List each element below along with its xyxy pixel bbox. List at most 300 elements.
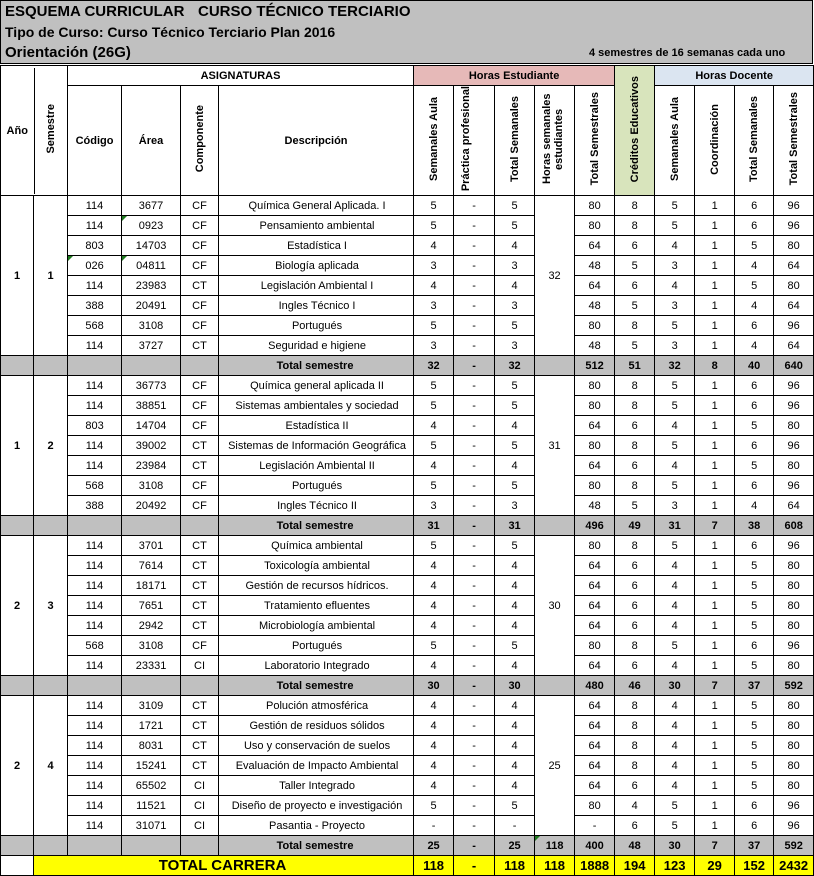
descripcion-cell: Estadística II	[219, 416, 414, 436]
grand-sa-cell: 118	[414, 856, 454, 876]
area-cell: 14704	[122, 416, 181, 436]
doc-total-semestrales-cell: 80	[774, 756, 814, 776]
codigo-cell: 114	[68, 536, 122, 556]
componente-cell: CF	[181, 476, 219, 496]
semanales-aula-cell: 4	[414, 596, 454, 616]
grand-hse-cell: 118	[535, 856, 575, 876]
orientation-bar	[0, 42, 813, 64]
empty-cell	[1, 836, 34, 856]
creditos-cell: 8	[615, 696, 655, 716]
doc-semanales-aula-cell: 4	[655, 736, 695, 756]
doc-total-semestrales-cell: 80	[774, 596, 814, 616]
total-dsa-cell: 32	[655, 356, 695, 376]
total-semanales-cell: 3	[495, 336, 535, 356]
descripcion-cell: Legislación Ambiental I	[219, 276, 414, 296]
semanales-aula-cell: 4	[414, 576, 454, 596]
area-cell: 23984	[122, 456, 181, 476]
practica-cell: -	[454, 216, 495, 236]
coordinacion-cell: 1	[695, 416, 735, 436]
coordinacion-cell: 1	[695, 236, 735, 256]
table-row	[1, 616, 814, 636]
componente-cell: CF	[181, 396, 219, 416]
practica-cell: -	[454, 376, 495, 396]
coordinacion-cell: 1	[695, 636, 735, 656]
codigo-cell: 114	[68, 596, 122, 616]
total-semestrales-cell: 80	[575, 316, 615, 336]
area-cell: 8031	[122, 736, 181, 756]
table-row	[1, 276, 814, 296]
doc-semanales-aula-cell: 5	[655, 376, 695, 396]
doc-total-semanales-cell: 6	[735, 316, 774, 336]
area-cell: 3108	[122, 476, 181, 496]
anio-label: Año	[6, 124, 28, 137]
practica-cell: -	[454, 476, 495, 496]
creditos-cell: 5	[615, 296, 655, 316]
coordinacion-cell: 1	[695, 816, 735, 836]
area-cell: 2942	[122, 616, 181, 636]
creditos-cell: 8	[615, 316, 655, 336]
table-row	[1, 396, 814, 416]
componente-cell: CF	[181, 196, 219, 216]
coordinacion-cell: 1	[695, 736, 735, 756]
practica-cell: -	[454, 196, 495, 216]
total-cr-cell: 49	[615, 516, 655, 536]
descripcion-cell: Legislación Ambiental II	[219, 456, 414, 476]
doc-total-semanales-cell: 6	[735, 436, 774, 456]
codigo-cell: 568	[68, 636, 122, 656]
componente-cell: CT	[181, 756, 219, 776]
empty-cell	[34, 356, 68, 376]
coordinacion-cell: 1	[695, 756, 735, 776]
doc-total-semanales-cell: 5	[735, 656, 774, 676]
total-hse-cell	[535, 356, 575, 376]
total-semestrales-cell: 64	[575, 716, 615, 736]
coordinacion-cell: 1	[695, 316, 735, 336]
componente-header: Componente	[181, 86, 219, 196]
coordinacion-cell: 1	[695, 496, 735, 516]
doc-total-semanales-cell: 6	[735, 476, 774, 496]
total-semestrales-cell: 64	[575, 616, 615, 636]
codigo-cell: 803	[68, 416, 122, 436]
descripcion-cell: Portugués	[219, 476, 414, 496]
componente-cell: CF	[181, 496, 219, 516]
descripcion-cell: Seguridad e higiene	[219, 336, 414, 356]
total-semestrales-cell: 64	[575, 736, 615, 756]
doc-total-semestrales-cell: 96	[774, 476, 814, 496]
coordinacion-cell: 1	[695, 656, 735, 676]
creditos-cell: 6	[615, 236, 655, 256]
coordinacion-cell: 1	[695, 376, 735, 396]
creditos-cell: 8	[615, 436, 655, 456]
practica-cell: -	[454, 496, 495, 516]
componente-cell: CT	[181, 276, 219, 296]
doc-total-semestrales-cell: 80	[774, 716, 814, 736]
grand-cr-cell: 194	[615, 856, 655, 876]
table-row	[1, 496, 814, 516]
codigo-cell: 568	[68, 476, 122, 496]
componente-cell: CF	[181, 216, 219, 236]
componente-cell: CI	[181, 776, 219, 796]
descripcion-cell: Portugués	[219, 636, 414, 656]
total-dts-cell: 40	[735, 356, 774, 376]
title-left: ESQUEMA CURRICULAR	[5, 3, 185, 20]
total-semanales-cell: 5	[495, 216, 535, 236]
codigo-cell: 803	[68, 236, 122, 256]
creditos-cell: 8	[615, 736, 655, 756]
codigo-cell: 388	[68, 296, 122, 316]
total-semestrales-cell: 80	[575, 636, 615, 656]
total-semanales-cell: 5	[495, 316, 535, 336]
doc-semanales-aula-cell: 5	[655, 436, 695, 456]
table-row	[1, 316, 814, 336]
doc-total-semestrales-cell: 80	[774, 416, 814, 436]
total-semestrales-cell: 64	[575, 596, 615, 616]
doc-semanales-aula-cell: 3	[655, 256, 695, 276]
descripcion-cell: Química General Aplicada. I	[219, 196, 414, 216]
doc-semanales-aula-cell: 4	[655, 756, 695, 776]
doc-total-semestrales-cell: 80	[774, 236, 814, 256]
semanales-aula-cell: 4	[414, 456, 454, 476]
codigo-cell: 114	[68, 216, 122, 236]
practica-cell: -	[454, 816, 495, 836]
coordinacion-cell: 1	[695, 796, 735, 816]
course-type: Tipo de Curso: Curso Técnico Terciario Plan 2016	[5, 24, 336, 40]
descripcion-cell: Pasantia - Proyecto	[219, 816, 414, 836]
total-dts-cell: 37	[735, 836, 774, 856]
total-pp-cell: -	[454, 356, 495, 376]
codigo-cell: 114	[68, 816, 122, 836]
creditos-cell: 5	[615, 496, 655, 516]
orientation: Orientación (26G)	[5, 44, 131, 61]
total-semanales-cell: 4	[495, 556, 535, 576]
descripcion-cell: Sistemas de Información Geográfica	[219, 436, 414, 456]
table-row	[1, 756, 814, 776]
coordinacion-cell: 1	[695, 616, 735, 636]
doc-total-semestrales-cell: 80	[774, 696, 814, 716]
area-cell: 20491	[122, 296, 181, 316]
practica-cell: -	[454, 336, 495, 356]
doc-semanales-aula-cell: 4	[655, 556, 695, 576]
title-right: CURSO TÉCNICO TERCIARIO	[198, 3, 411, 20]
doc-total-semestrales-cell: 64	[774, 336, 814, 356]
empty-cell	[1, 856, 34, 876]
semestre-label-cell	[34, 68, 67, 194]
descripcion-cell: Estadística I	[219, 236, 414, 256]
total-sa-cell: 25	[414, 836, 454, 856]
semanales-aula-cell: 4	[414, 656, 454, 676]
descripcion-cell: Microbiología ambiental	[219, 616, 414, 636]
practica-cell: -	[454, 536, 495, 556]
practica-cell: -	[454, 696, 495, 716]
componente-cell: CF	[181, 316, 219, 336]
duration-note: 4 semestres de 16 semanas cada uno	[589, 47, 786, 59]
doc-semanales-aula-cell: 5	[655, 816, 695, 836]
total-ts-cell: 32	[495, 356, 535, 376]
area-cell: 3108	[122, 636, 181, 656]
doc-semanales-aula-cell: 3	[655, 336, 695, 356]
table-row	[1, 436, 814, 456]
doc-total-semestrales-cell: 96	[774, 196, 814, 216]
empty-cell	[181, 676, 219, 696]
semanales-aula-cell: 4	[414, 696, 454, 716]
coordinacion-cell: 1	[695, 596, 735, 616]
total-semestrales-cell: 64	[575, 756, 615, 776]
doc-semanales-aula-cell: 5	[655, 316, 695, 336]
empty-cell	[122, 836, 181, 856]
semanales-aula-cell: 5	[414, 196, 454, 216]
doc-total-semestrales-cell: 96	[774, 316, 814, 336]
coordinacion-cell: 1	[695, 776, 735, 796]
table-row	[1, 236, 814, 256]
doc-total-semestrales-cell: 80	[774, 776, 814, 796]
creditos-cell: 8	[615, 756, 655, 776]
total-semestrales-cell: 64	[575, 656, 615, 676]
doc-semanales-aula-cell: 5	[655, 536, 695, 556]
creditos-cell: 6	[615, 556, 655, 576]
semestre-label: Semestre	[44, 104, 57, 154]
doc-total-semanales-cell: 5	[735, 556, 774, 576]
total-tss-cell: 400	[575, 836, 615, 856]
practica-header: Práctica profesional	[454, 86, 495, 196]
total-semestrales-cell: 64	[575, 276, 615, 296]
total-semanales-cell: 5	[495, 396, 535, 416]
doc-total-semanales-cell: 4	[735, 336, 774, 356]
total-semanales-cell: 4	[495, 576, 535, 596]
descripcion-cell: Evaluación de Impacto Ambiental	[219, 756, 414, 776]
doc-total-semestrales-cell: 96	[774, 816, 814, 836]
coordinacion-cell: 1	[695, 696, 735, 716]
creditos-cell: 6	[615, 616, 655, 636]
doc-semanales-aula-cell: 5	[655, 216, 695, 236]
empty-cell	[1, 356, 34, 376]
horas-sem-est-cell: 30	[535, 536, 575, 676]
practica-cell: -	[454, 636, 495, 656]
codigo-cell: 388	[68, 496, 122, 516]
doc-semanales-aula-cell: 4	[655, 276, 695, 296]
doc-total-semanales-cell: 6	[735, 216, 774, 236]
creditos-cell: 6	[615, 656, 655, 676]
semestre-cell: 2	[34, 376, 68, 516]
creditos-cell: 4	[615, 796, 655, 816]
subtitle-bar	[0, 22, 813, 42]
horas-sem-est-cell: 25	[535, 696, 575, 836]
descripcion-cell: Ingles Técnico I	[219, 296, 414, 316]
grand-total-label: TOTAL CARRERA	[34, 856, 414, 876]
total-dsa-cell: 31	[655, 516, 695, 536]
doc-semanales-aula-cell: 4	[655, 236, 695, 256]
total-semanales-cell: 5	[495, 196, 535, 216]
anio-header	[1, 66, 68, 196]
semanales-aula-cell: 5	[414, 636, 454, 656]
grand-tss-cell: 1888	[575, 856, 615, 876]
doc-total-semanales-cell: 4	[735, 256, 774, 276]
descripcion-cell: Ingles Técnico II	[219, 496, 414, 516]
codigo-cell: 026	[68, 256, 122, 276]
semestre-cell: 3	[34, 536, 68, 676]
codigo-cell: 114	[68, 776, 122, 796]
table-row	[1, 476, 814, 496]
coordinacion-cell: 1	[695, 216, 735, 236]
total-cr-cell: 46	[615, 676, 655, 696]
table-row	[1, 376, 814, 396]
area-cell: 65502	[122, 776, 181, 796]
total-semestrales-cell: 80	[575, 436, 615, 456]
semanales-aula-cell: -	[414, 816, 454, 836]
coordinacion-cell: 1	[695, 576, 735, 596]
creditos-cell: 6	[615, 276, 655, 296]
doc-semanales-aula-cell: 4	[655, 596, 695, 616]
table-row	[1, 196, 814, 216]
doc-semanales-aula-cell: 4	[655, 716, 695, 736]
empty-cell	[1, 676, 34, 696]
doc-total-semanales-cell: 6	[735, 376, 774, 396]
table-row	[1, 576, 814, 596]
codigo-cell: 114	[68, 456, 122, 476]
codigo-cell: 114	[68, 716, 122, 736]
doc-total-semanales-cell: 5	[735, 616, 774, 636]
doc-semanales-aula-cell: 5	[655, 796, 695, 816]
area-cell: 3677	[122, 196, 181, 216]
semanales-aula-cell: 5	[414, 476, 454, 496]
creditos-cell: 8	[615, 476, 655, 496]
semanales-aula-cell: 5	[414, 376, 454, 396]
total-semanales-cell: 5	[495, 376, 535, 396]
total-co-cell: 7	[695, 516, 735, 536]
doc-total-semanales-cell: 5	[735, 716, 774, 736]
grand-dtss-cell: 2432	[774, 856, 814, 876]
descripcion-cell: Toxicología ambiental	[219, 556, 414, 576]
coordinacion-header: Coordinación	[695, 86, 735, 196]
total-ts-cell: 31	[495, 516, 535, 536]
doc-total-semanales-cell: 5	[735, 776, 774, 796]
doc-total-semestrales-cell: 64	[774, 256, 814, 276]
practica-cell: -	[454, 736, 495, 756]
semanales-aula-cell: 4	[414, 716, 454, 736]
total-semanales-cell: 4	[495, 616, 535, 636]
codigo-cell: 114	[68, 656, 122, 676]
doc-total-semanales-cell: 5	[735, 416, 774, 436]
coordinacion-cell: 1	[695, 396, 735, 416]
doc-total-semestrales-cell: 80	[774, 576, 814, 596]
doc-total-semestrales-cell: 96	[774, 536, 814, 556]
componente-cell: CF	[181, 296, 219, 316]
descripcion-cell: Química ambiental	[219, 536, 414, 556]
empty-cell	[181, 356, 219, 376]
practica-cell: -	[454, 456, 495, 476]
table-row	[1, 296, 814, 316]
practica-cell: -	[454, 716, 495, 736]
descripcion-cell: Gestión de recursos hídricos.	[219, 576, 414, 596]
total-semanales-cell: 5	[495, 796, 535, 816]
doc-semanales-aula-cell: 4	[655, 776, 695, 796]
area-cell: 38851	[122, 396, 181, 416]
coordinacion-cell: 1	[695, 196, 735, 216]
doc-total-semanales-cell: 5	[735, 456, 774, 476]
total-semestrales-cell: 80	[575, 216, 615, 236]
table-row	[1, 796, 814, 816]
coordinacion-cell: 1	[695, 256, 735, 276]
practica-cell: -	[454, 756, 495, 776]
doc-total-semestrales-cell: 80	[774, 736, 814, 756]
total-semestrales-cell: 80	[575, 536, 615, 556]
codigo-header: Código	[68, 86, 122, 196]
total-semestrales-cell: 48	[575, 336, 615, 356]
total-cr-cell: 51	[615, 356, 655, 376]
semester-total-row	[1, 676, 814, 696]
total-co-cell: 8	[695, 356, 735, 376]
total-dtss-cell: 640	[774, 356, 814, 376]
practica-cell: -	[454, 256, 495, 276]
empty-cell	[68, 836, 122, 856]
total-semanales-cell: 4	[495, 776, 535, 796]
area-cell: 3701	[122, 536, 181, 556]
componente-cell: CT	[181, 616, 219, 636]
doc-total-semanales-cell: 6	[735, 536, 774, 556]
componente-cell: CF	[181, 376, 219, 396]
grand-ts-cell: 118	[495, 856, 535, 876]
semanales-aula-cell: 3	[414, 256, 454, 276]
total-hse-cell	[535, 676, 575, 696]
creditos-cell: 6	[615, 776, 655, 796]
semanales-aula-cell: 5	[414, 396, 454, 416]
total-semanales-cell: 4	[495, 736, 535, 756]
table-row	[1, 696, 814, 716]
semanales-aula-cell: 4	[414, 736, 454, 756]
total-tss-cell: 512	[575, 356, 615, 376]
anio-cell: 2	[1, 696, 34, 836]
doc-total-semestrales-cell: 80	[774, 556, 814, 576]
empty-cell	[122, 516, 181, 536]
total-semestrales-cell: 64	[575, 416, 615, 436]
total-semestrales-cell: -	[575, 816, 615, 836]
creditos-cell: 8	[615, 196, 655, 216]
doc-total-semestrales-cell: 96	[774, 436, 814, 456]
practica-cell: -	[454, 656, 495, 676]
total-semanales-cell: 4	[495, 716, 535, 736]
doc-semanales-aula-cell: 5	[655, 636, 695, 656]
table-row	[1, 456, 814, 476]
componente-cell: CF	[181, 636, 219, 656]
total-dsa-cell: 30	[655, 836, 695, 856]
table-row	[1, 556, 814, 576]
semanales-aula-cell: 5	[414, 796, 454, 816]
descripcion-cell: Laboratorio Integrado	[219, 656, 414, 676]
total-dtss-cell: 592	[774, 836, 814, 856]
total-pp-cell: -	[454, 516, 495, 536]
codigo-cell: 114	[68, 576, 122, 596]
anio-cell: 2	[1, 536, 34, 676]
area-cell: 23331	[122, 656, 181, 676]
area-cell: 31071	[122, 816, 181, 836]
coordinacion-cell: 1	[695, 716, 735, 736]
empty-cell	[122, 676, 181, 696]
group-header-row	[1, 66, 814, 86]
horas-sem-est-cell: 31	[535, 376, 575, 516]
componente-cell: CT	[181, 576, 219, 596]
doc-total-semanales-cell: 5	[735, 236, 774, 256]
practica-cell: -	[454, 576, 495, 596]
area-cell: 7614	[122, 556, 181, 576]
codigo-cell: 114	[68, 756, 122, 776]
componente-cell: CF	[181, 256, 219, 276]
title-bar	[0, 0, 813, 22]
componente-cell: CF	[181, 416, 219, 436]
doc-total-semestrales-cell: 96	[774, 796, 814, 816]
creditos-cell: 6	[615, 816, 655, 836]
total-ts-cell: 25	[495, 836, 535, 856]
area-cell: 20492	[122, 496, 181, 516]
table-row	[1, 596, 814, 616]
